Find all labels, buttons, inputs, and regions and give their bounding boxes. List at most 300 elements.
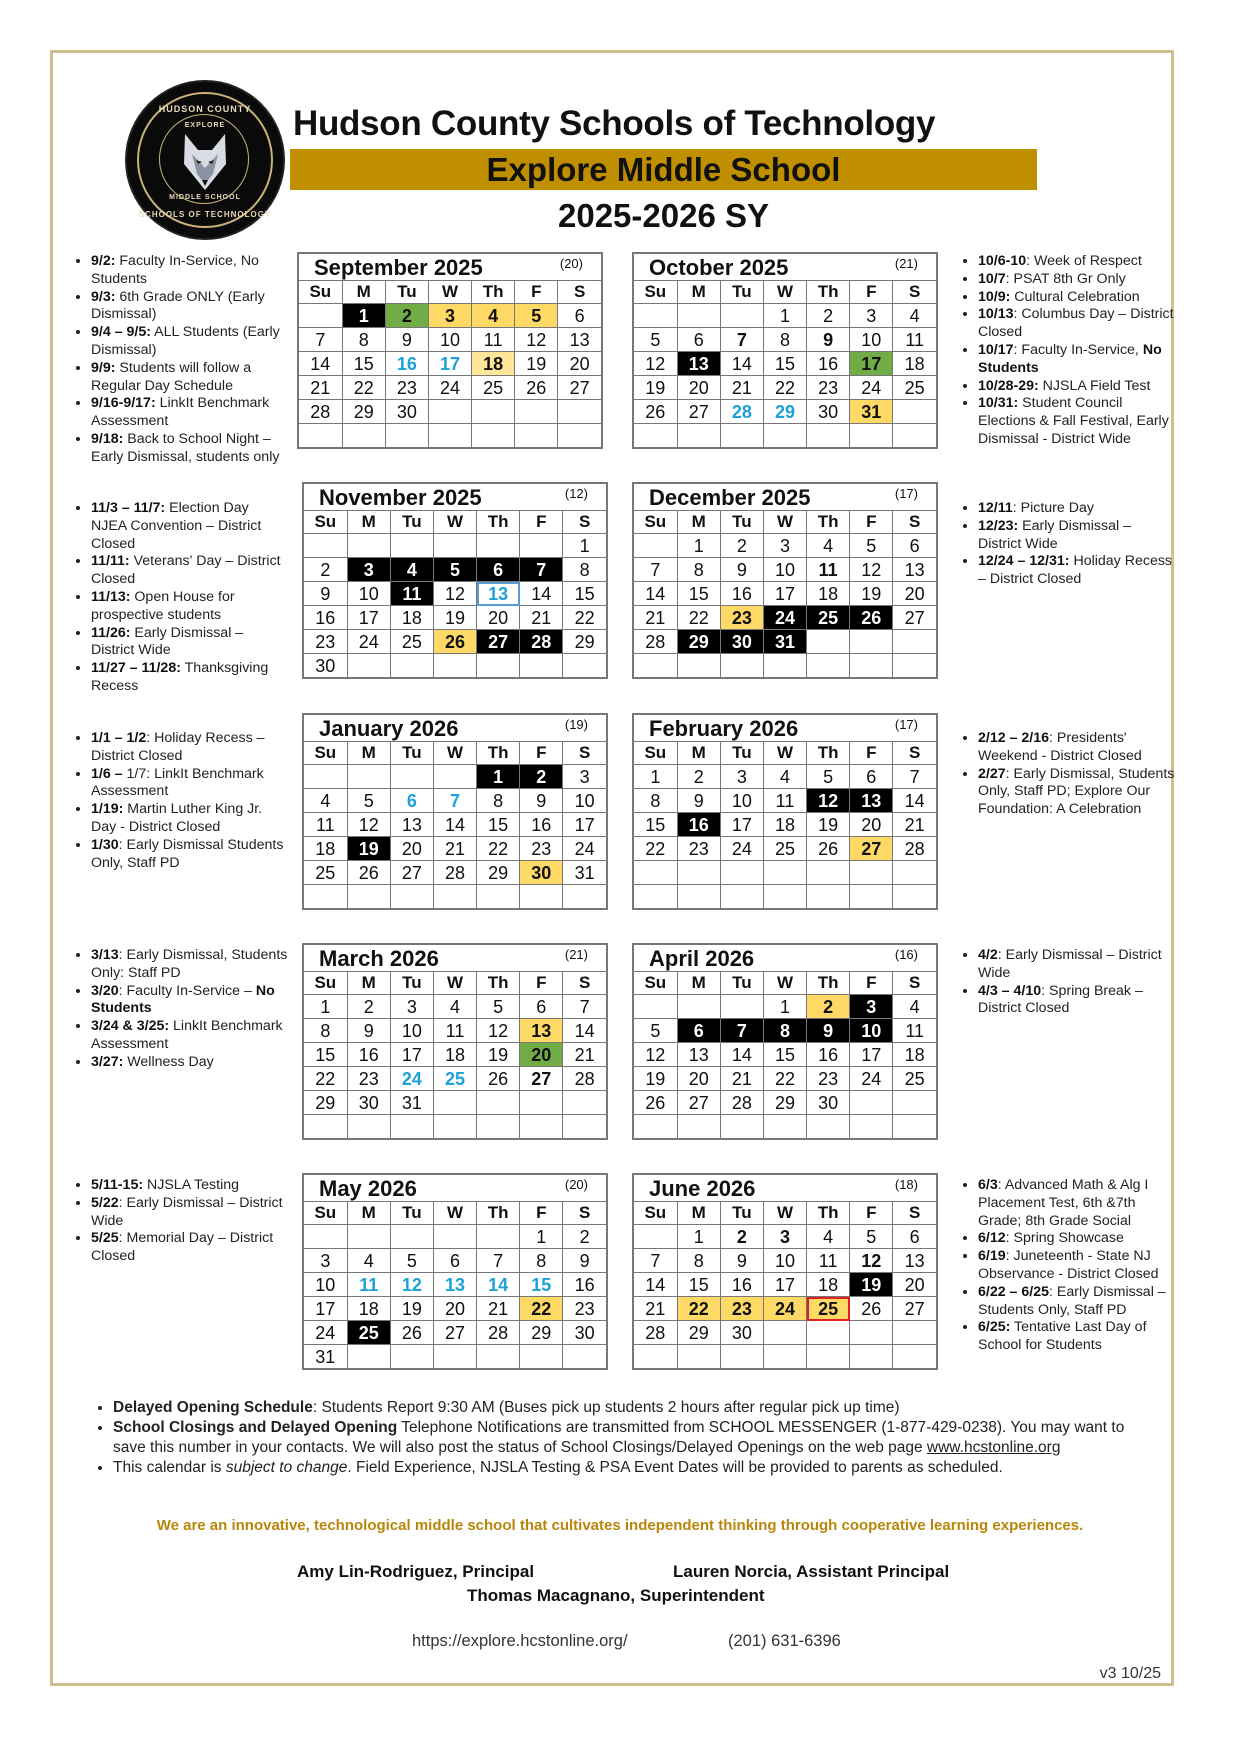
day-cell: 7 <box>634 1249 677 1273</box>
day-cell <box>763 885 806 909</box>
weekday-header: W <box>433 742 476 765</box>
week-row <box>299 352 601 376</box>
day-cell <box>634 534 677 558</box>
week-row <box>304 861 606 885</box>
notes-april <box>960 947 1175 1018</box>
day-cell: 2 <box>807 304 850 328</box>
day-cell: 3 <box>390 995 433 1019</box>
day-cell: 20 <box>558 352 601 376</box>
day-cell: 27 <box>893 606 936 630</box>
day-cell: 3 <box>563 765 606 789</box>
week-row <box>634 1091 936 1115</box>
week-row <box>304 1019 606 1043</box>
day-cell <box>763 1321 806 1345</box>
day-cell: 27 <box>558 376 601 400</box>
day-cell: 12 <box>850 558 893 582</box>
day-cell <box>893 630 936 654</box>
day-cell: 13 <box>677 1043 720 1067</box>
day-cell: 1 <box>763 304 806 328</box>
day-cell: 5 <box>433 558 476 582</box>
week-row <box>634 424 936 448</box>
school-day-count: (21) <box>564 947 588 962</box>
note-item: • 12/23: Early Dismissal – District Wide <box>978 518 1175 554</box>
day-cell <box>433 654 476 678</box>
day-cell: 13 <box>520 1019 563 1043</box>
weekday-header: W <box>763 972 806 995</box>
week-row <box>304 582 606 606</box>
day-cell: 10 <box>428 328 471 352</box>
school-day-count: (16) <box>894 947 918 962</box>
day-cell: 19 <box>347 837 390 861</box>
weekday-header: F <box>850 972 893 995</box>
day-cell: 20 <box>390 837 433 861</box>
notes-march <box>73 947 288 1072</box>
note-item: • 9/4 – 9/5: ALL Students (Early Dismissal) <box>91 324 288 360</box>
day-cell: 17 <box>428 352 471 376</box>
day-cell: 26 <box>807 837 850 861</box>
day-cell: 22 <box>563 606 606 630</box>
weekday-header: M <box>347 1202 390 1225</box>
day-cell <box>520 1115 563 1139</box>
day-cell: 28 <box>477 1321 520 1345</box>
day-cell: 26 <box>850 1297 893 1321</box>
day-cell: 14 <box>477 1273 520 1297</box>
note-item: • 5/25: Memorial Day – District Closed <box>91 1230 288 1266</box>
day-cell: 25 <box>807 1297 850 1321</box>
week-row <box>304 1043 606 1067</box>
week-row <box>634 885 936 909</box>
day-cell: 13 <box>390 813 433 837</box>
day-cell <box>677 1345 720 1369</box>
day-cell: 16 <box>304 606 347 630</box>
day-cell <box>677 861 720 885</box>
day-cell <box>304 1115 347 1139</box>
weekday-header: F <box>850 742 893 765</box>
calendar-december-2025 <box>632 482 938 679</box>
day-cell <box>477 1115 520 1139</box>
weekday-header: Tu <box>385 281 428 304</box>
weekday-header: Su <box>299 281 342 304</box>
day-cell: 6 <box>520 995 563 1019</box>
day-cell: 20 <box>677 376 720 400</box>
week-row <box>304 1273 606 1297</box>
day-cell: 3 <box>304 1249 347 1273</box>
day-cell <box>563 885 606 909</box>
day-cell: 31 <box>390 1091 433 1115</box>
day-cell: 3 <box>763 534 806 558</box>
day-cell: 19 <box>807 813 850 837</box>
day-cell: 7 <box>720 328 763 352</box>
notes-january <box>73 730 288 872</box>
week-row <box>299 328 601 352</box>
day-cell: 8 <box>342 328 385 352</box>
day-cell <box>433 885 476 909</box>
day-cell: 18 <box>807 1273 850 1297</box>
note-item: • 4/3 – 4/10: Spring Break – District Closed <box>978 983 1175 1019</box>
day-cell: 12 <box>390 1273 433 1297</box>
weekday-header: Th <box>477 1202 520 1225</box>
day-cell: 10 <box>850 328 893 352</box>
day-cell <box>720 1345 763 1369</box>
day-cell <box>347 885 390 909</box>
day-cell <box>472 424 515 448</box>
day-cell: 17 <box>563 813 606 837</box>
weekday-header: W <box>763 742 806 765</box>
day-cell <box>634 304 677 328</box>
note-item: • 10/7: PSAT 8th Gr Only <box>978 271 1175 289</box>
day-cell: 26 <box>515 376 558 400</box>
day-cell <box>850 861 893 885</box>
weekday-header: S <box>893 972 936 995</box>
day-cell: 13 <box>477 582 520 606</box>
day-cell: 11 <box>807 558 850 582</box>
day-cell: 2 <box>720 534 763 558</box>
day-cell: 11 <box>807 1249 850 1273</box>
day-cell: 1 <box>304 995 347 1019</box>
day-cell: 24 <box>763 1297 806 1321</box>
day-cell <box>433 534 476 558</box>
day-cell: 8 <box>563 558 606 582</box>
day-cell: 4 <box>433 995 476 1019</box>
weekday-header: S <box>893 1202 936 1225</box>
weekday-header: S <box>563 742 606 765</box>
logo-middle-text: MIDDLE SCHOOL <box>169 194 241 201</box>
school-closings-note: • School Closings and Delayed Opening Telephone Notifications are transmitted from SCHOOL MESSENGER (1-877-429-0238). You may want to save this number in your contacts. We will also post the status of School Closings/Delayed Openings on the web page www.hcstonline.org <box>113 1418 1155 1458</box>
day-cell: 14 <box>299 352 342 376</box>
day-cell: 10 <box>763 558 806 582</box>
weekday-header: Th <box>477 972 520 995</box>
day-cell <box>763 1345 806 1369</box>
day-cell: 13 <box>433 1273 476 1297</box>
day-cell: 24 <box>428 376 471 400</box>
day-cell: 11 <box>304 813 347 837</box>
day-cell: 6 <box>677 328 720 352</box>
weekday-header: Su <box>304 1202 347 1225</box>
day-cell: 22 <box>342 376 385 400</box>
day-cell: 3 <box>850 304 893 328</box>
day-cell: 20 <box>433 1297 476 1321</box>
note-item: • 3/24 & 3/25: LinkIt Benchmark Assessment <box>91 1018 288 1054</box>
mission-statement: We are an innovative, technological middle school that cultivates independent thinking through cooperative learning experiences. <box>156 1517 1084 1534</box>
day-cell: 15 <box>563 582 606 606</box>
day-cell: 17 <box>304 1297 347 1321</box>
weekday-header: Tu <box>720 742 763 765</box>
day-cell <box>634 861 677 885</box>
day-cell <box>520 534 563 558</box>
day-cell: 29 <box>342 400 385 424</box>
day-cell: 5 <box>477 995 520 1019</box>
day-cell <box>563 654 606 678</box>
day-cell: 30 <box>304 654 347 678</box>
weekday-header: F <box>520 511 563 534</box>
weekday-header: S <box>893 281 936 304</box>
day-cell: 20 <box>893 1273 936 1297</box>
day-cell <box>520 1091 563 1115</box>
day-cell <box>558 400 601 424</box>
day-cell: 27 <box>390 861 433 885</box>
day-cell: 14 <box>720 352 763 376</box>
day-cell: 22 <box>763 1067 806 1091</box>
day-cell <box>472 400 515 424</box>
day-cell: 21 <box>433 837 476 861</box>
week-row <box>634 765 936 789</box>
weekday-header: Su <box>634 281 677 304</box>
day-cell: 20 <box>477 606 520 630</box>
day-cell <box>807 1115 850 1139</box>
day-cell: 28 <box>634 630 677 654</box>
week-row <box>304 1067 606 1091</box>
day-cell: 28 <box>433 861 476 885</box>
day-cell <box>477 534 520 558</box>
calendar-january-2026 <box>302 713 608 910</box>
day-cell: 14 <box>563 1019 606 1043</box>
subject-to-change-note: • This calendar is subject to change. Field Experience, NJSLA Testing & PSA Event Dates will be provided to parents as scheduled. <box>113 1458 1155 1478</box>
note-item: • 10/31: Student Council Elections & Fall Festival, Early Dismissal - District Wide <box>978 395 1175 448</box>
day-cell <box>720 654 763 678</box>
week-row <box>634 861 936 885</box>
notes-september <box>73 253 288 467</box>
day-cell <box>390 654 433 678</box>
day-cell: 19 <box>515 352 558 376</box>
week-row <box>634 304 936 328</box>
weekday-header: W <box>763 281 806 304</box>
note-item: • 9/9: Students will follow a Regular Day Schedule <box>91 360 288 396</box>
day-cell <box>428 424 471 448</box>
day-cell: 17 <box>390 1043 433 1067</box>
note-item: • 6/12: Spring Showcase <box>978 1230 1175 1248</box>
day-cell <box>807 424 850 448</box>
month-name: October 2025 <box>649 255 789 280</box>
day-cell: 6 <box>850 765 893 789</box>
week-row <box>304 1091 606 1115</box>
day-cell: 30 <box>520 861 563 885</box>
day-cell: 9 <box>720 558 763 582</box>
day-cell: 27 <box>677 400 720 424</box>
week-row <box>304 765 606 789</box>
day-cell <box>433 1225 476 1249</box>
day-cell: 29 <box>563 630 606 654</box>
day-cell <box>677 1115 720 1139</box>
day-cell: 7 <box>634 558 677 582</box>
day-cell: 8 <box>763 328 806 352</box>
month-header <box>634 1175 936 1202</box>
weekday-header: Tu <box>390 1202 433 1225</box>
weekday-header: Tu <box>720 1202 763 1225</box>
day-cell <box>677 995 720 1019</box>
day-cell: 16 <box>807 1043 850 1067</box>
day-cell <box>763 654 806 678</box>
day-cell <box>347 534 390 558</box>
day-cell: 3 <box>428 304 471 328</box>
day-cell: 18 <box>304 837 347 861</box>
day-cell: 29 <box>677 1321 720 1345</box>
day-cell: 21 <box>893 813 936 837</box>
day-cell: 9 <box>807 1019 850 1043</box>
day-cell <box>433 1115 476 1139</box>
day-cell: 15 <box>520 1273 563 1297</box>
weekday-header: Th <box>807 281 850 304</box>
day-cell: 5 <box>390 1249 433 1273</box>
day-cell: 25 <box>472 376 515 400</box>
school-day-count: (17) <box>894 486 918 501</box>
calendar-april-2026 <box>632 943 938 1140</box>
day-cell <box>850 630 893 654</box>
note-item: • 12/11: Picture Day <box>978 500 1175 518</box>
superintendent-name: Thomas Macagnano, Superintendent <box>467 1586 765 1605</box>
week-row <box>304 1225 606 1249</box>
day-cell: 30 <box>720 1321 763 1345</box>
day-cell: 7 <box>299 328 342 352</box>
weekday-header: M <box>677 742 720 765</box>
day-cell: 25 <box>347 1321 390 1345</box>
note-item: • 1/19: Martin Luther King Jr. Day - District Closed <box>91 801 288 837</box>
day-cell: 13 <box>850 789 893 813</box>
day-cell <box>850 1321 893 1345</box>
day-cell: 22 <box>763 376 806 400</box>
day-cell: 22 <box>477 837 520 861</box>
day-cell: 23 <box>563 1297 606 1321</box>
wolf-icon <box>180 134 230 190</box>
note-item: • 9/16-9/17: LinkIt Benchmark Assessment <box>91 395 288 431</box>
day-cell: 31 <box>563 861 606 885</box>
note-item: • 6/3: Advanced Math & Alg I Placement Test, 6th &7th Grade; 8th Grade Social <box>978 1177 1175 1230</box>
day-cell: 31 <box>850 400 893 424</box>
weekday-header: S <box>563 1202 606 1225</box>
month-name: November 2025 <box>319 485 482 510</box>
month-header <box>304 1175 606 1202</box>
day-cell: 12 <box>515 328 558 352</box>
day-cell <box>893 861 936 885</box>
weekday-header: W <box>763 1202 806 1225</box>
day-cell: 16 <box>720 582 763 606</box>
day-cell: 5 <box>850 1225 893 1249</box>
calendar-september-2025 <box>297 252 603 449</box>
day-cell: 26 <box>634 1091 677 1115</box>
day-cell: 16 <box>677 813 720 837</box>
day-cell: 25 <box>763 837 806 861</box>
day-cell: 23 <box>677 837 720 861</box>
day-cell <box>850 885 893 909</box>
weekday-header: M <box>347 742 390 765</box>
day-cell: 19 <box>433 606 476 630</box>
day-cell: 19 <box>850 1273 893 1297</box>
day-cell: 2 <box>563 1225 606 1249</box>
day-cell <box>347 765 390 789</box>
note-item: • 10/17: Faculty In-Service, No Students <box>978 342 1175 378</box>
day-cell: 26 <box>347 861 390 885</box>
day-cell: 8 <box>304 1019 347 1043</box>
day-cell: 15 <box>634 813 677 837</box>
day-cell: 9 <box>520 789 563 813</box>
weekday-header: S <box>563 511 606 534</box>
calendar-february-2026 <box>632 713 938 910</box>
day-cell: 11 <box>893 328 936 352</box>
week-row <box>304 654 606 678</box>
note-item: • 9/2: Faculty In-Service, No Students <box>91 253 288 289</box>
note-item: • 10/9: Cultural Celebration <box>978 289 1175 307</box>
day-cell: 9 <box>347 1019 390 1043</box>
school-day-count: (17) <box>894 717 918 732</box>
day-cell: 2 <box>807 995 850 1019</box>
weekday-header: F <box>520 1202 563 1225</box>
day-cell: 29 <box>763 400 806 424</box>
weekday-header: Th <box>807 742 850 765</box>
week-row <box>634 1321 936 1345</box>
week-row <box>299 424 601 448</box>
school-name: Explore Middle School <box>486 151 841 188</box>
day-cell <box>304 885 347 909</box>
day-cell: 20 <box>893 582 936 606</box>
week-row <box>304 789 606 813</box>
day-cell <box>850 1345 893 1369</box>
day-cell: 4 <box>893 995 936 1019</box>
version-label: v3 10/25 <box>1099 1665 1161 1682</box>
day-cell: 4 <box>390 558 433 582</box>
day-cell: 16 <box>720 1273 763 1297</box>
day-cell: 28 <box>299 400 342 424</box>
week-row <box>634 376 936 400</box>
notes-may <box>73 1177 288 1266</box>
day-cell: 27 <box>477 630 520 654</box>
day-cell <box>634 1115 677 1139</box>
weekday-header: S <box>563 972 606 995</box>
note-item: • 5/22: Early Dismissal – District Wide <box>91 1195 288 1231</box>
note-item: • 5/11-15: NJSLA Testing <box>91 1177 288 1195</box>
day-cell <box>634 1225 677 1249</box>
day-cell <box>299 424 342 448</box>
weekday-header: S <box>893 742 936 765</box>
weekday-header: Su <box>304 972 347 995</box>
day-cell <box>677 885 720 909</box>
logo-bottom-text: SCHOOLS OF TECHNOLOGY <box>138 210 272 219</box>
note-item: • 3/13: Early Dismissal, Students Only: Staff PD <box>91 947 288 983</box>
day-cell: 9 <box>807 328 850 352</box>
day-cell: 28 <box>720 400 763 424</box>
day-cell: 6 <box>893 534 936 558</box>
day-cell: 17 <box>850 1043 893 1067</box>
day-cell: 24 <box>304 1321 347 1345</box>
weekday-header: Su <box>304 511 347 534</box>
day-cell: 12 <box>347 813 390 837</box>
day-cell: 2 <box>520 765 563 789</box>
note-item: • 11/26: Early Dismissal – District Wide <box>91 625 288 661</box>
day-cell: 19 <box>850 582 893 606</box>
day-cell <box>563 1091 606 1115</box>
note-item: • 11/13: Open House for prospective students <box>91 589 288 625</box>
week-row <box>634 1249 936 1273</box>
day-cell <box>390 534 433 558</box>
website-link[interactable]: https://explore.hcstonline.org/ <box>412 1632 628 1650</box>
day-cell <box>433 1345 476 1369</box>
day-cell: 30 <box>807 1091 850 1115</box>
weekday-header: S <box>893 511 936 534</box>
day-cell: 9 <box>304 582 347 606</box>
weekday-header: Tu <box>720 281 763 304</box>
notes-october <box>960 253 1175 449</box>
month-name: January 2026 <box>319 716 459 741</box>
day-cell: 16 <box>385 352 428 376</box>
day-cell: 15 <box>304 1043 347 1067</box>
note-item: • 11/3 – 11/7: Election Day NJEA Convention – District Closed <box>91 500 288 553</box>
week-row <box>634 995 936 1019</box>
day-cell: 27 <box>520 1067 563 1091</box>
hcstonline-link[interactable]: www.hcstonline.org <box>926 1439 1061 1456</box>
day-cell: 30 <box>347 1091 390 1115</box>
week-row <box>304 1115 606 1139</box>
school-day-count: (19) <box>564 717 588 732</box>
school-logo <box>127 82 283 238</box>
week-row <box>634 1273 936 1297</box>
